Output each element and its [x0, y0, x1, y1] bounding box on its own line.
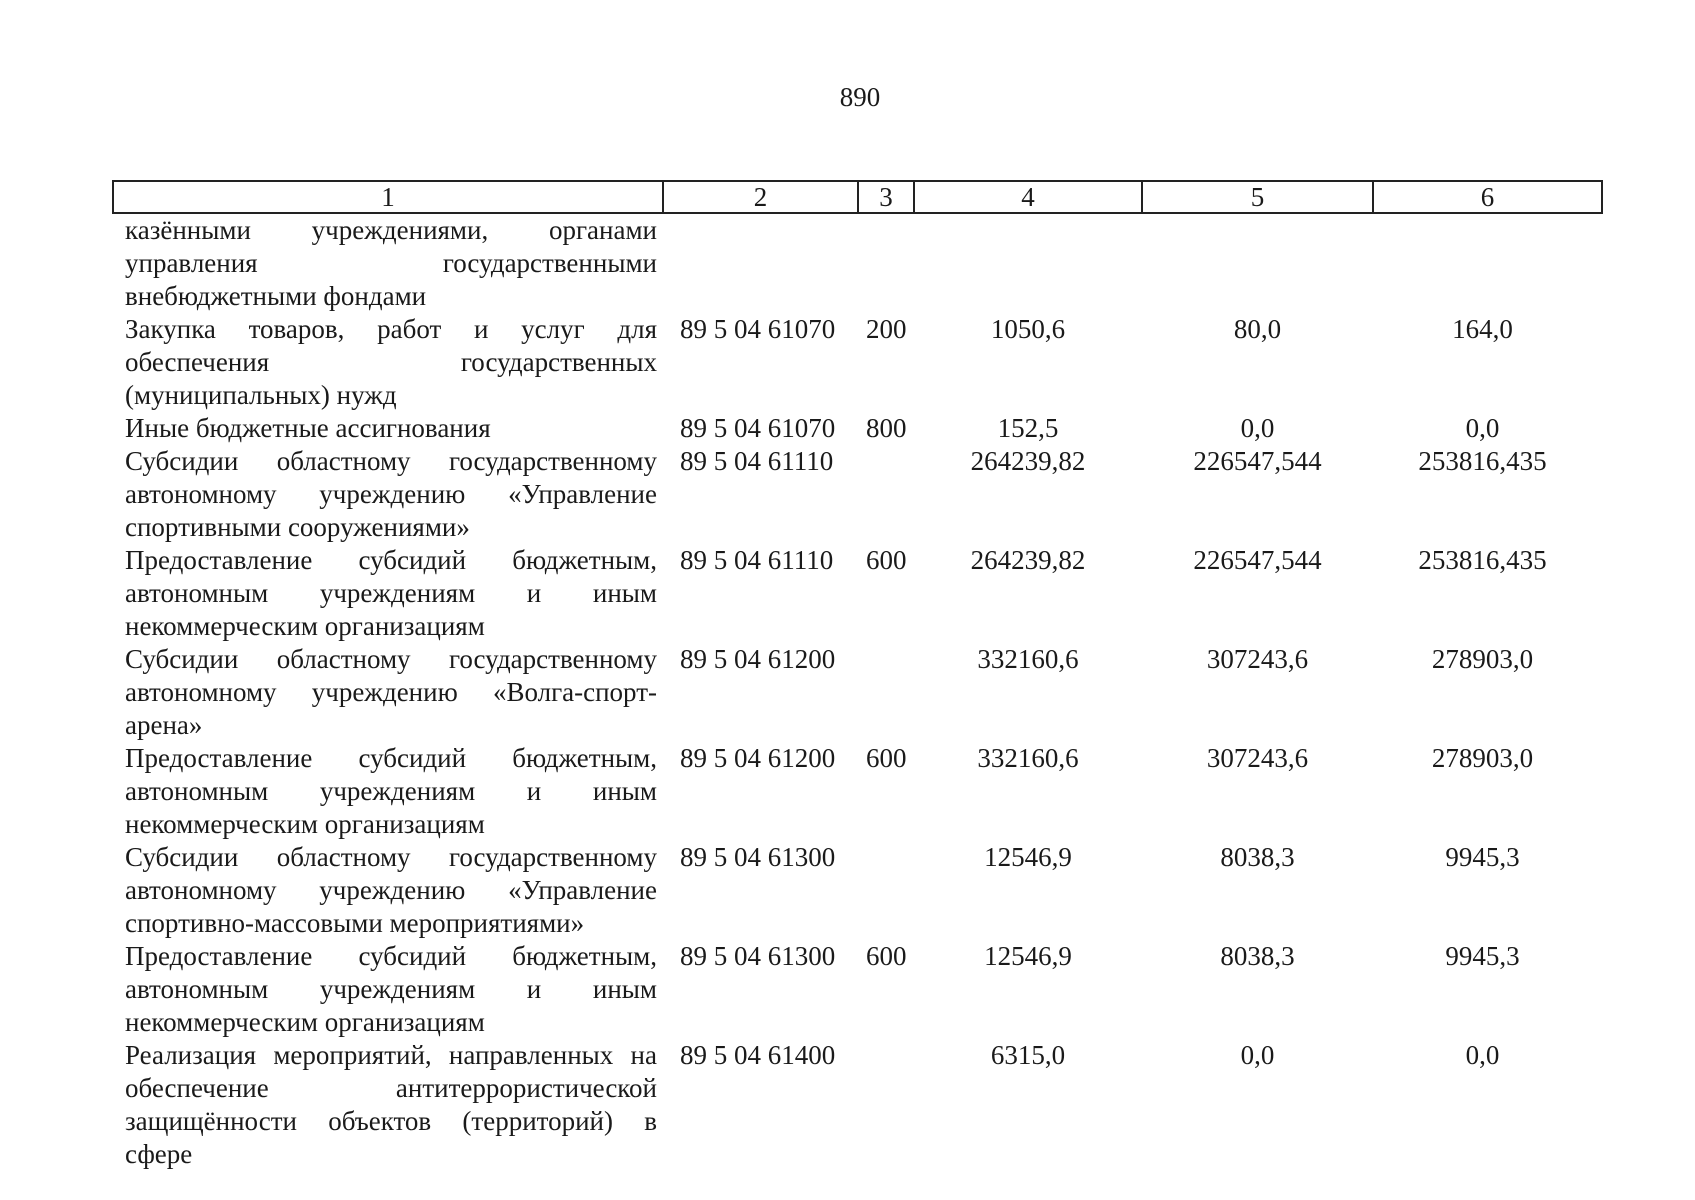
row-expense-type-cell [858, 841, 914, 940]
row-value-cell: 0,0 [1240, 1040, 1275, 1070]
row-value-cell: 9945,3 [1445, 842, 1520, 872]
row-name-cell: Предоставление субсидий бюджетным, автономным учреждениям и иным некоммерческим организациям [125, 545, 657, 641]
table-row [113, 313, 1602, 412]
row-expense-type-cell: 600 [866, 545, 907, 575]
column-header: 2 [663, 181, 858, 213]
row-value-cell: 0,0 [1240, 413, 1275, 443]
row-value-cell: 253816,435 [1418, 446, 1547, 476]
row-value-cell: 164,0 [1452, 314, 1513, 344]
row-code-cell [663, 213, 858, 313]
row-value-cell: 12546,9 [984, 941, 1072, 971]
row-code-cell: 89 5 04 61400 [680, 1040, 836, 1070]
row-value-cell: 6315,0 [990, 1040, 1066, 1070]
table-row [113, 742, 1602, 841]
row-expense-type-cell [858, 213, 914, 313]
row-value-cell [1142, 213, 1373, 313]
row-expense-type-cell [858, 643, 914, 742]
row-value-cell: 1050,6 [990, 314, 1066, 344]
row-value-cell: 332160,6 [977, 644, 1079, 674]
table-header-row [113, 181, 1602, 213]
row-expense-type-cell: 200 [866, 314, 907, 344]
row-name-cell: Реализация мероприятий, направленных на обеспечение антитеррористической защищённости объектов (территорий) в сфере [125, 1040, 657, 1169]
table-row [113, 1039, 1602, 1171]
row-value-cell: 278903,0 [1431, 743, 1534, 773]
row-value-cell: 0,0 [1465, 1040, 1500, 1070]
row-value-cell: 226547,544 [1193, 446, 1322, 476]
table-row [113, 412, 1602, 445]
column-header: 5 [1142, 181, 1373, 213]
row-value-cell: 332160,6 [977, 743, 1079, 773]
row-name-cell: Субсидии областному государственному автономному учреждению «Управление спортивными сооружениями» [125, 446, 657, 542]
table-row [113, 544, 1602, 643]
table-row [113, 213, 1602, 313]
row-value-cell: 12546,9 [984, 842, 1072, 872]
row-value-cell: 8038,3 [1220, 941, 1295, 971]
row-value-cell: 152,5 [997, 413, 1059, 443]
row-name-cell: Субсидии областному государственному автономному учреждению «Волга-спорт-арена» [125, 644, 657, 740]
row-value-cell: 80,0 [1233, 314, 1282, 344]
row-value-cell [1373, 213, 1602, 313]
row-value-cell: 8038,3 [1220, 842, 1295, 872]
row-code-cell: 89 5 04 61070 [680, 314, 836, 344]
row-value-cell [914, 213, 1142, 313]
row-value-cell: 307243,6 [1206, 644, 1309, 674]
table-row [113, 841, 1602, 940]
row-name-cell: Предоставление субсидий бюджетным, автономным учреждениям и иным некоммерческим организациям [125, 743, 657, 839]
row-expense-type-cell: 600 [866, 743, 907, 773]
row-code-cell: 89 5 04 61070 [680, 413, 836, 443]
row-value-cell: 253816,435 [1418, 545, 1547, 575]
row-value-cell: 264239,82 [970, 545, 1086, 575]
row-code-cell: 89 5 04 61200 [680, 743, 836, 773]
row-code-cell: 89 5 04 61300 [680, 842, 836, 872]
row-value-cell: 226547,544 [1193, 545, 1322, 575]
row-code-cell: 89 5 04 61110 [680, 446, 834, 476]
row-value-cell: 307243,6 [1206, 743, 1309, 773]
table-body [113, 213, 1602, 1171]
table-row [113, 445, 1602, 544]
row-expense-type-cell [858, 1039, 914, 1171]
row-value-cell: 0,0 [1465, 413, 1500, 443]
table-row [113, 643, 1602, 742]
table-row [113, 940, 1602, 1039]
row-name-cell: Закупка товаров, работ и услуг для обеспечения государственных (муниципальных) нужд [125, 314, 657, 410]
row-name-cell: казёнными учреждениями, органами управления государственными внебюджетными фондами [125, 215, 657, 311]
row-value-cell: 9945,3 [1445, 941, 1520, 971]
row-expense-type-cell: 800 [866, 413, 907, 443]
row-code-cell: 89 5 04 61300 [680, 941, 836, 971]
row-expense-type-cell [858, 445, 914, 544]
row-value-cell: 264239,82 [970, 446, 1086, 476]
row-expense-type-cell: 600 [866, 941, 907, 971]
column-header: 1 [113, 181, 663, 213]
page-number: 890 [839, 82, 881, 112]
column-header: 6 [1373, 181, 1602, 213]
column-header: 3 [858, 181, 914, 213]
row-code-cell: 89 5 04 61110 [680, 545, 834, 575]
row-value-cell: 278903,0 [1431, 644, 1534, 674]
row-name-cell: Субсидии областному государственному автономному учреждению «Управление спортивно-массовыми мероприятиями» [125, 842, 657, 938]
column-header: 4 [914, 181, 1142, 213]
row-name-cell: Иные бюджетные ассигнования [125, 413, 491, 443]
row-code-cell: 89 5 04 61200 [680, 644, 836, 674]
budget-table [112, 180, 1603, 1171]
row-name-cell: Предоставление субсидий бюджетным, автономным учреждениям и иным некоммерческим организациям [125, 941, 657, 1037]
